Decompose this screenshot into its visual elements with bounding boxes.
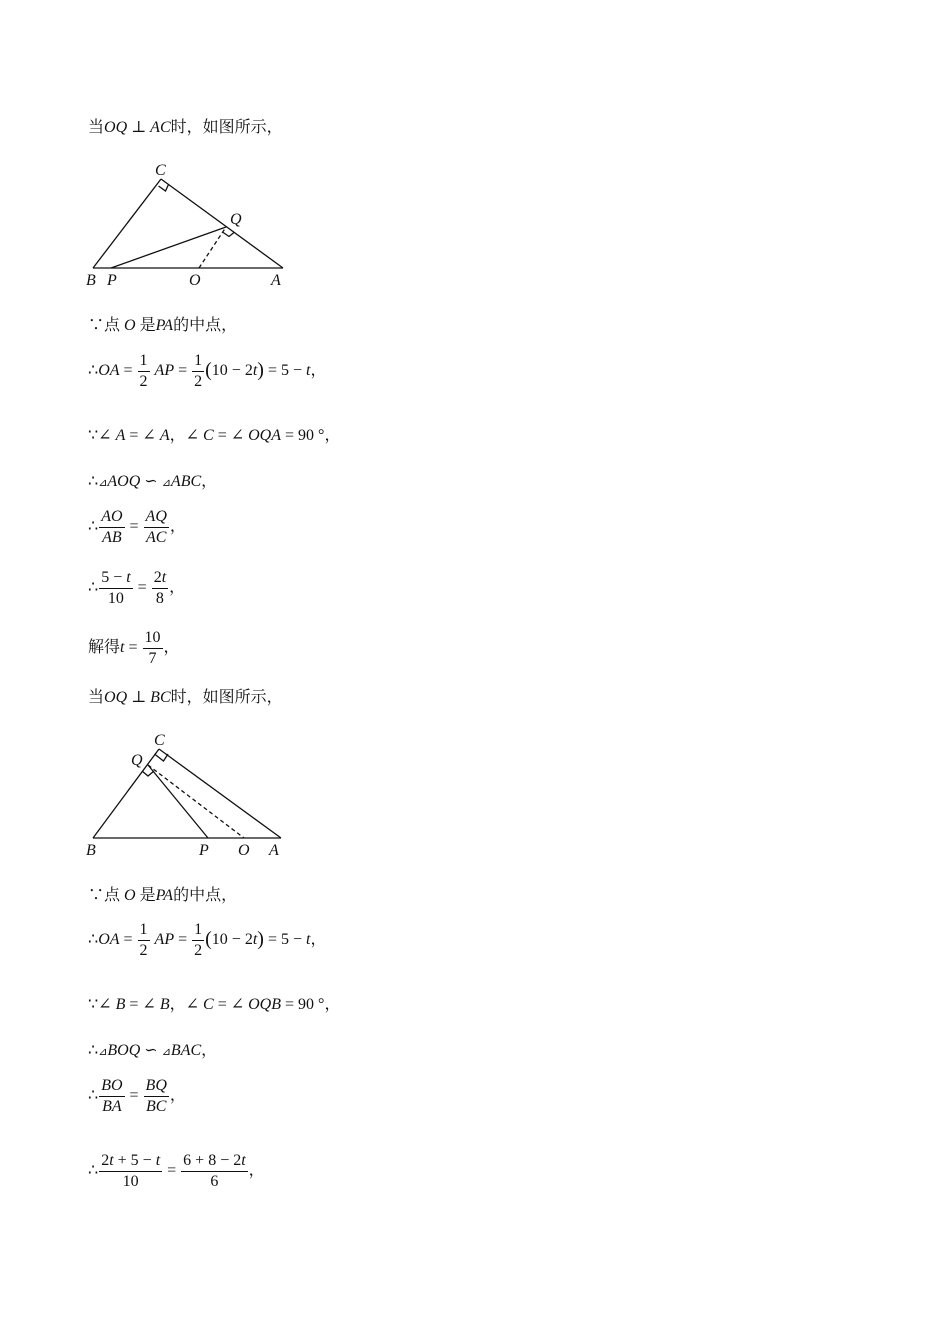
case2-line2: ∴OA = $\frac{1}{2}$ AP = $\frac{1}{2}$ (10 − 2t) = 5 − t，: [88, 921, 327, 959]
case2-triangle-figure: [80, 725, 300, 865]
fraction: $\frac{6 + 8 - 2t}{6}$: [183, 1152, 246, 1190]
label-a: A: [269, 842, 279, 859]
case2-line4: ∴⊿BOQ ∽ ⊿BAC，: [88, 1042, 218, 1059]
label-c: C: [155, 162, 166, 179]
case1-heading: 当OQ ⊥ AC时，如图所示，: [88, 119, 283, 136]
fraction: $\frac{2t + 5 - t}{10}$: [101, 1152, 161, 1190]
fraction: $\frac{BQ}{BC}$: [145, 1077, 167, 1115]
label-o: O: [189, 272, 201, 289]
case2-line3: ∵∠ B = ∠ B，∠ C = ∠ OQB = 90 °，: [88, 996, 341, 1013]
fraction: $\frac{1}{2}$: [194, 352, 203, 390]
label-q: Q: [230, 211, 242, 228]
label-b: B: [86, 842, 96, 859]
case2-line6: ∴ $\frac{2t + 5 - t}{10}$ = $\frac{6 + 8 - 2t}{6}$ ，: [88, 1152, 265, 1190]
case1-line1: ∵点 O 是PA的中点，: [88, 317, 238, 334]
fraction: $\frac{1}{2}$: [139, 352, 148, 390]
label-p: P: [107, 272, 117, 289]
fraction: $\frac{1}{2}$: [139, 921, 148, 959]
label-b: B: [86, 272, 96, 289]
fraction: $\frac{5 - t}{10}$: [101, 569, 131, 607]
label-q: Q: [131, 752, 143, 769]
label-o: O: [238, 842, 250, 859]
case1-line5: ∴ $\frac{AO}{AB}$ = $\frac{AQ}{AC}$ ，: [88, 508, 186, 546]
fraction: $\frac{BO}{BA}$: [101, 1077, 123, 1115]
case1-line6: ∴ $\frac{5 - t}{10}$ = $\frac{2t}{8}$ ，: [88, 569, 186, 607]
case2-line5: ∴ $\frac{BO}{BA}$ = $\frac{BQ}{BC}$ ，: [88, 1077, 186, 1115]
case1-line3: ∵∠ A = ∠ A，∠ C = ∠ OQA = 90 °，: [88, 427, 341, 444]
case1-line7: 解得t = $\frac{10}{7}$ ，: [88, 629, 180, 667]
fraction: $\frac{10}{7}$: [144, 629, 161, 667]
fraction: $\frac{2t}{8}$: [153, 569, 167, 607]
label-p: P: [199, 842, 209, 859]
fraction: $\frac{AQ}{AC}$: [145, 508, 167, 546]
fraction: $\frac{AO}{AB}$: [101, 508, 123, 546]
case1-line2: ∴OA = $\frac{1}{2}$ AP = $\frac{1}{2}$ (10 − 2t) = 5 − t，: [88, 352, 327, 390]
label-c: C: [154, 732, 165, 749]
fraction: $\frac{1}{2}$: [194, 921, 203, 959]
case1-line4: ∴⊿AOQ ∽ ⊿ABC，: [88, 473, 218, 490]
label-a: A: [271, 272, 281, 289]
case2-heading: 当OQ ⊥ BC时，如图所示，: [88, 689, 283, 706]
case1-triangle-figure: [80, 155, 300, 295]
case2-line1: ∵点 O 是PA的中点，: [88, 887, 238, 904]
